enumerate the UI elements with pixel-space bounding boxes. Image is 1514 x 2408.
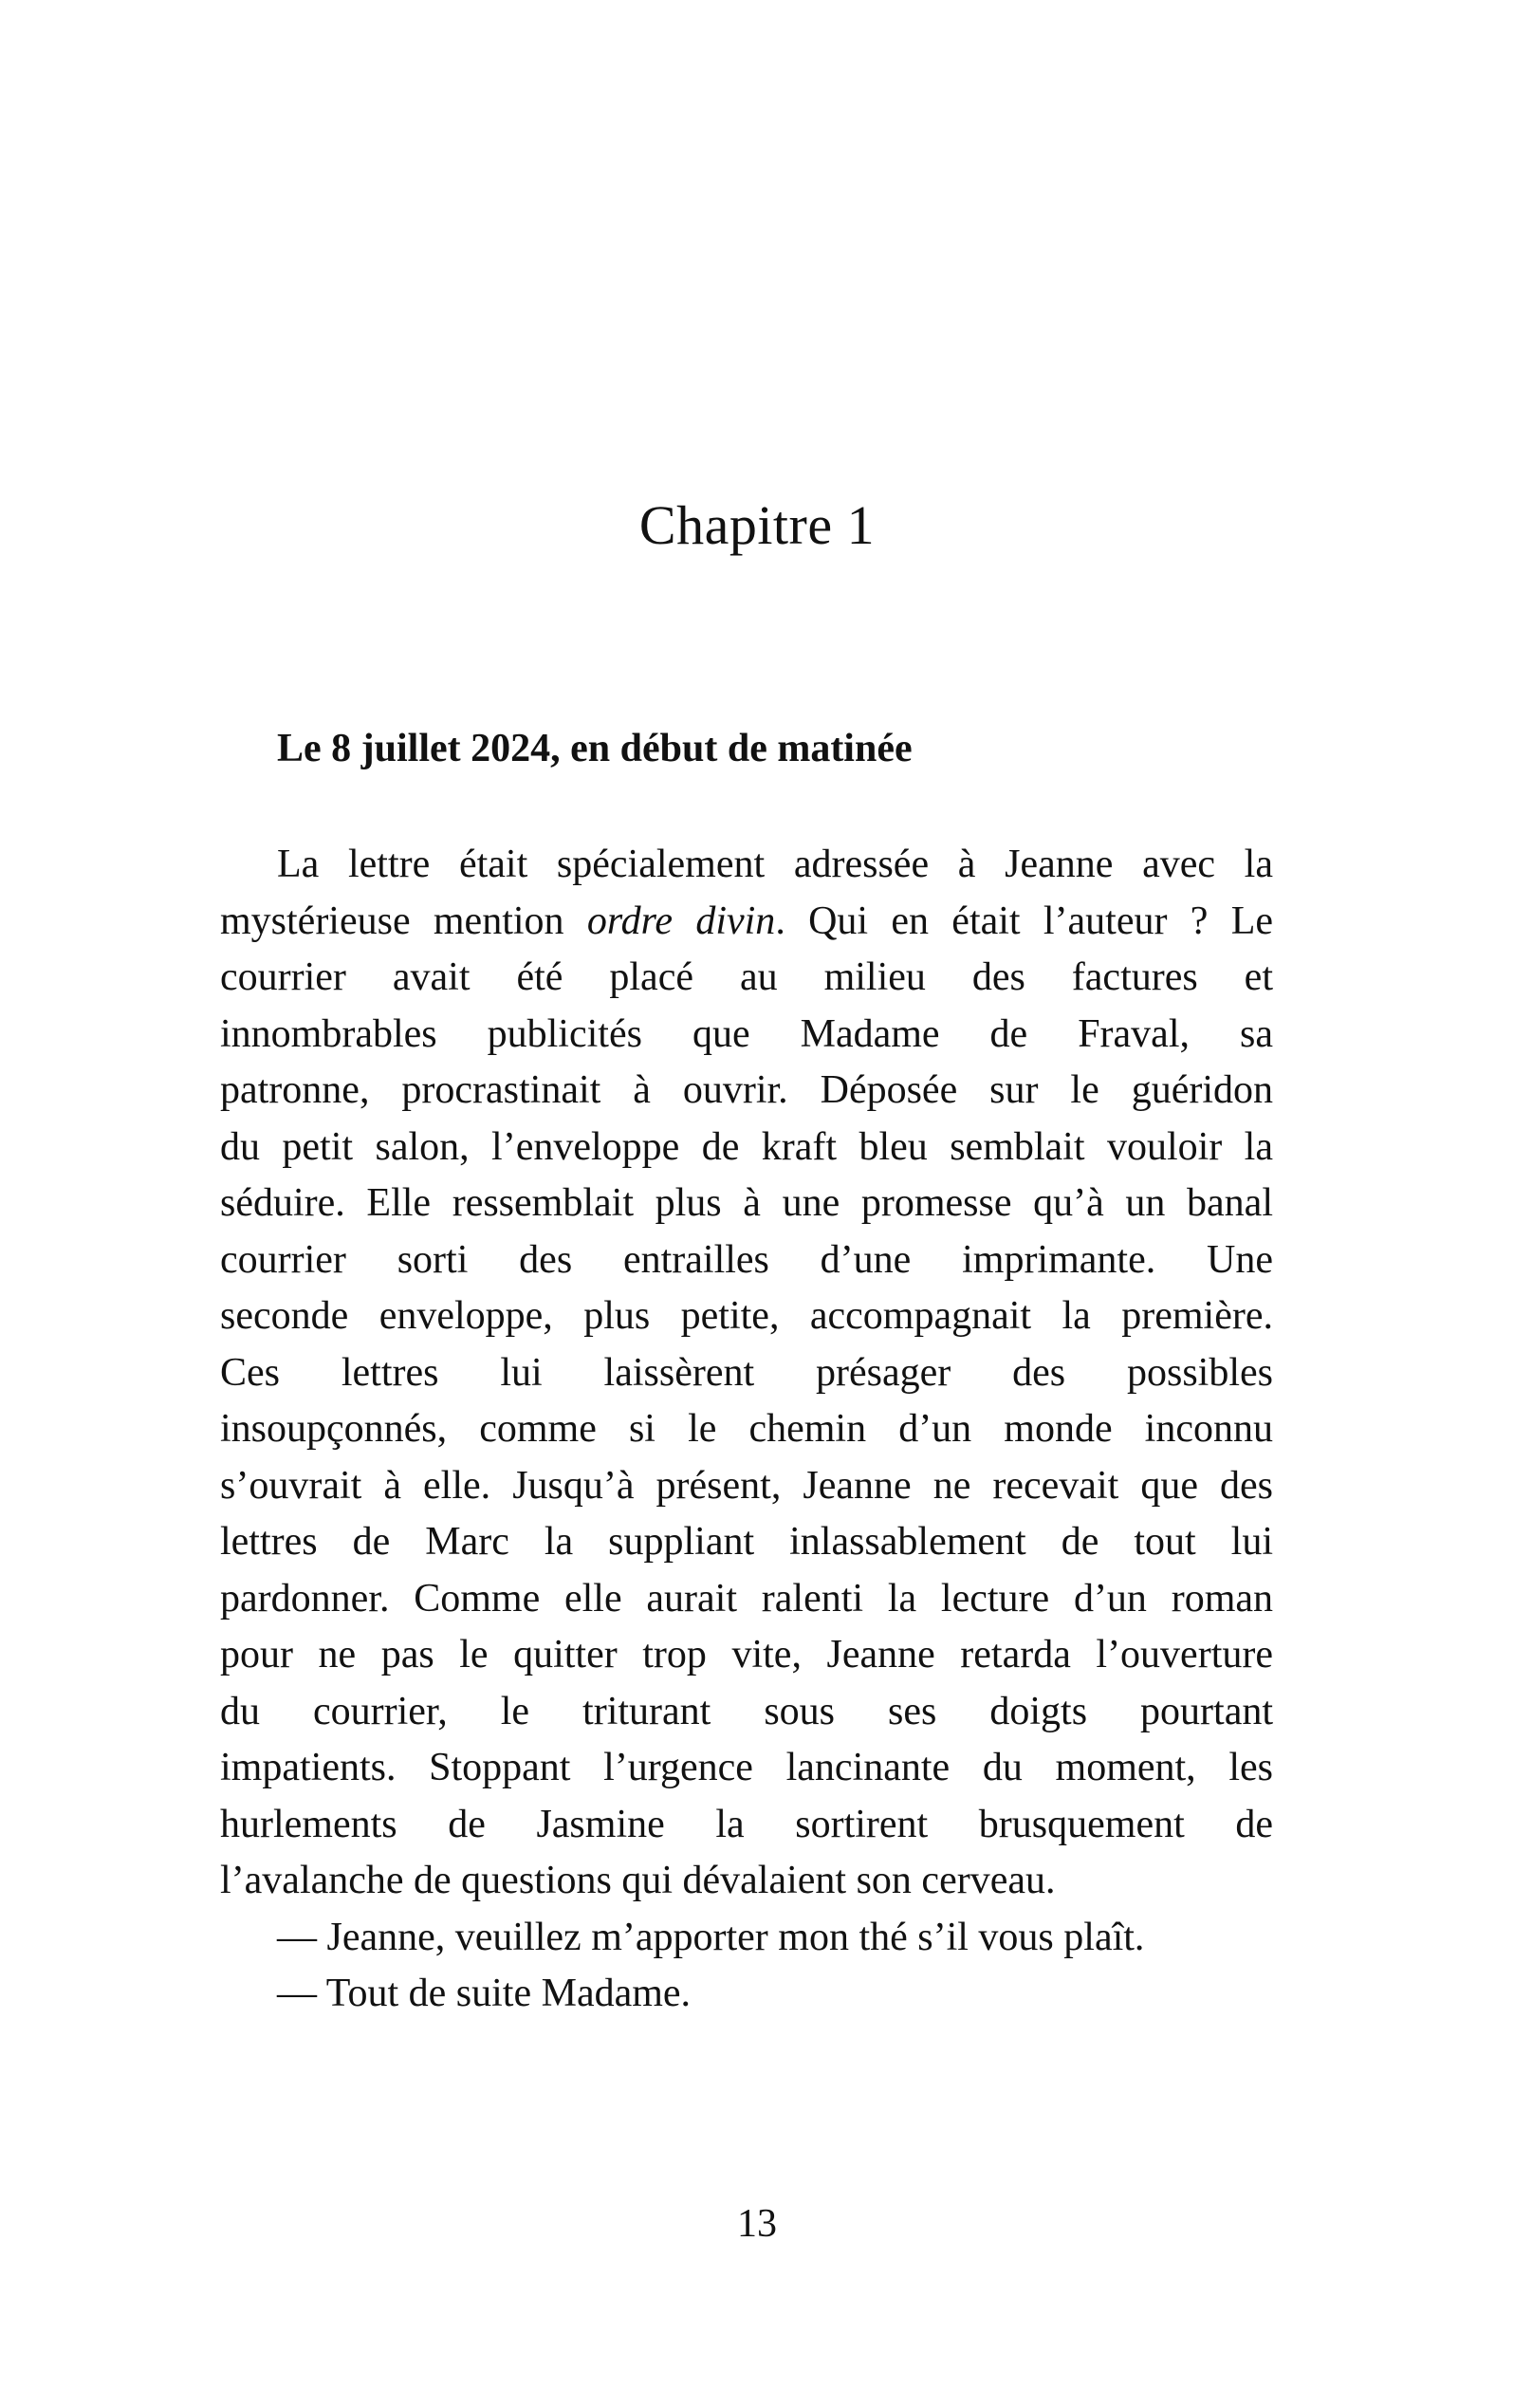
section-heading: Le 8 juillet 2024, en début de matinée: [277, 727, 913, 770]
paragraph-line: l’avalanche de questions qui dévalaient son cerveau.: [220, 1859, 1056, 1902]
paragraph-line: lettres de Marc la suppliant inlassablement de tout lui: [220, 1520, 1273, 1564]
paragraph-line: pardonner. Comme elle aurait ralenti la lecture d’un roman: [220, 1576, 1273, 1621]
paragraph-line: [220, 894, 1273, 951]
paragraph-line: Ces lettres lui laissèrent présager des possibles: [220, 1350, 1273, 1395]
paragraph-line: du courrier, le triturant sous ses doigts pourtant: [220, 1689, 1273, 1733]
paragraph-line: séduire. Elle ressemblait plus à une promesse qu’à un banal: [220, 1181, 1273, 1225]
body-text: [220, 837, 1273, 2023]
dialogue-line: — Tout de suite Madame.: [277, 1972, 692, 2015]
paragraph-line: courrier sorti des entrailles d’une imprimante. Une: [220, 1237, 1273, 1282]
paragraph-line: impatients. Stoppant l’urgence lancinante du moment, les: [220, 1746, 1273, 1789]
page-number: 13: [737, 2202, 777, 2246]
paragraph-line: patronne, procrastinait à ouvrir. Déposée sur le guéridon: [220, 1068, 1273, 1112]
paragraph-text: mystérieuse mention: [220, 898, 587, 943]
paragraph-line: insoupçonnés, comme si le chemin d’un monde inconnu: [220, 1407, 1273, 1451]
chapter-title: Chapitre 1: [638, 494, 876, 556]
paragraph-line: seconde enveloppe, plus petite, accompagnait la première.: [220, 1294, 1273, 1338]
paragraph-line: hurlements de Jasmine la sortirent brusquement de: [220, 1802, 1273, 1846]
dialogue-line: — Jeanne, veuillez m’apporter mon thé s’il vous plaît.: [277, 1915, 1145, 1959]
italic-phrase: ordre divin: [586, 898, 776, 943]
paragraph-line: La lettre était spécialement adressée à Jeanne avec la: [277, 843, 1273, 886]
paragraph-line: s’ouvrait à elle. Jusqu’à présent, Jeanne ne recevait que des: [220, 1463, 1273, 1508]
paragraph-line: pour ne pas le quitter trop vite, Jeanne retarda l’ouverture: [220, 1633, 1273, 1676]
paragraph-text: . Qui en était l’auteur ? Le: [775, 898, 1273, 943]
paragraph-line: courrier avait été placé au milieu des factures et: [220, 955, 1273, 999]
paragraph-line: du petit salon, l’enveloppe de kraft bleu semblait vouloir la: [220, 1124, 1273, 1169]
paragraph-line: innombrables publicités que Madame de Fraval, sa: [220, 1011, 1273, 1056]
